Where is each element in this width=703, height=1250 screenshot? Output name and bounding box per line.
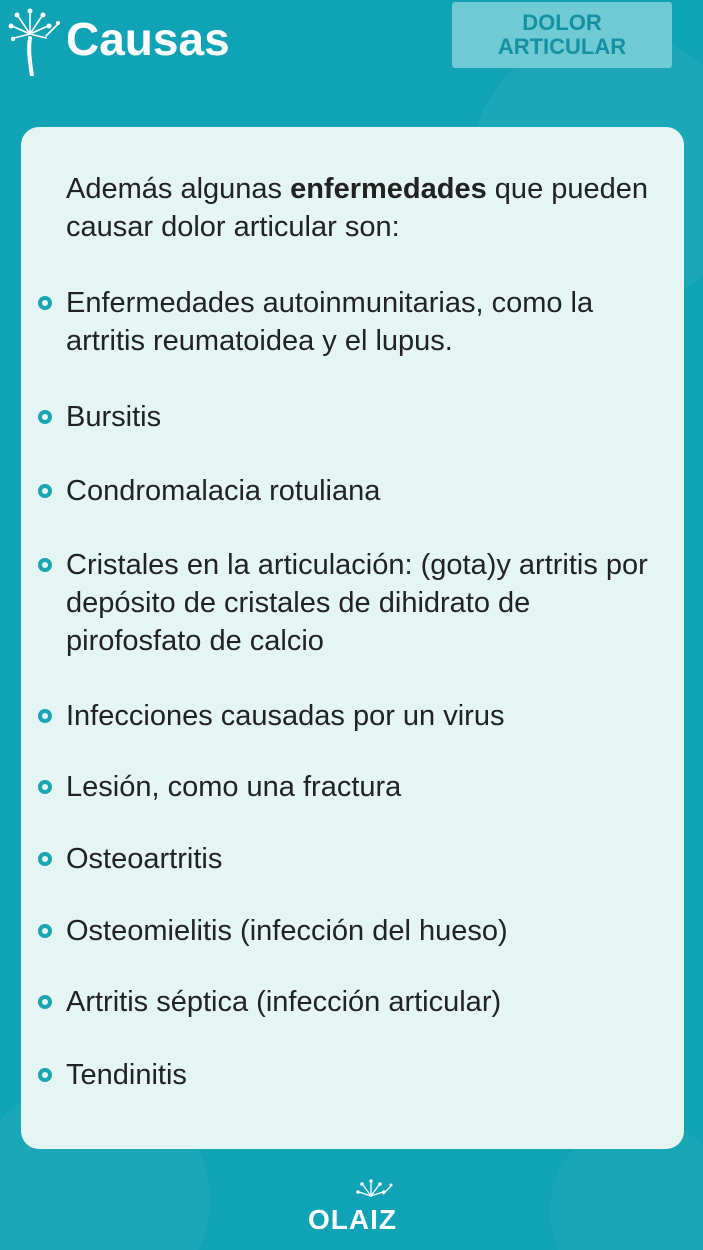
circle-bullet-icon <box>38 484 52 498</box>
brand-logo-text: OLAIZ <box>308 1204 397 1235</box>
topic-line-1: DOLOR <box>522 10 602 35</box>
circle-bullet-icon <box>38 924 52 938</box>
intro-bold-word: enfermedades <box>290 173 487 205</box>
list-item: Lesión, como una fractura <box>66 771 402 803</box>
dandelion-icon <box>6 6 60 76</box>
list-item: Osteoartritis <box>66 843 223 875</box>
circle-bullet-icon <box>38 558 52 572</box>
topic-line-2: ARTICULAR <box>497 34 627 59</box>
circle-bullet-icon <box>38 709 52 723</box>
circle-bullet-icon <box>38 780 52 794</box>
circle-bullet-icon <box>38 995 52 1009</box>
list-item: Osteomielitis (infección del hueso) <box>66 915 508 947</box>
intro-text-start: Además algunas <box>66 173 291 205</box>
intro-text <box>66 170 666 246</box>
list-item: Condromalacia rotuliana <box>66 475 381 507</box>
footer-logo <box>305 1178 400 1234</box>
list-item: Cristales en la articulación: (gota)y artritis por depósito de cristales de dihidrato de pirofosfato de calcio <box>66 549 648 657</box>
topic-badge <box>452 2 672 68</box>
list-item: Infecciones causadas por un virus <box>66 700 505 732</box>
list-item: Tendinitis <box>66 1059 187 1091</box>
page-title: Causas <box>66 13 230 65</box>
circle-bullet-icon <box>38 296 52 310</box>
circle-bullet-icon <box>38 1068 52 1082</box>
list-item: Enfermedades autoinmunitarias, como la artritis reumatoidea y el lupus. <box>66 287 594 357</box>
list-item: Bursitis <box>66 401 162 433</box>
list-item: Artritis séptica (infección articular) <box>66 986 502 1018</box>
intro-text-end: que pueden causar dolor articular son: <box>66 173 649 243</box>
circle-bullet-icon <box>38 852 52 866</box>
circle-bullet-icon <box>38 410 52 424</box>
